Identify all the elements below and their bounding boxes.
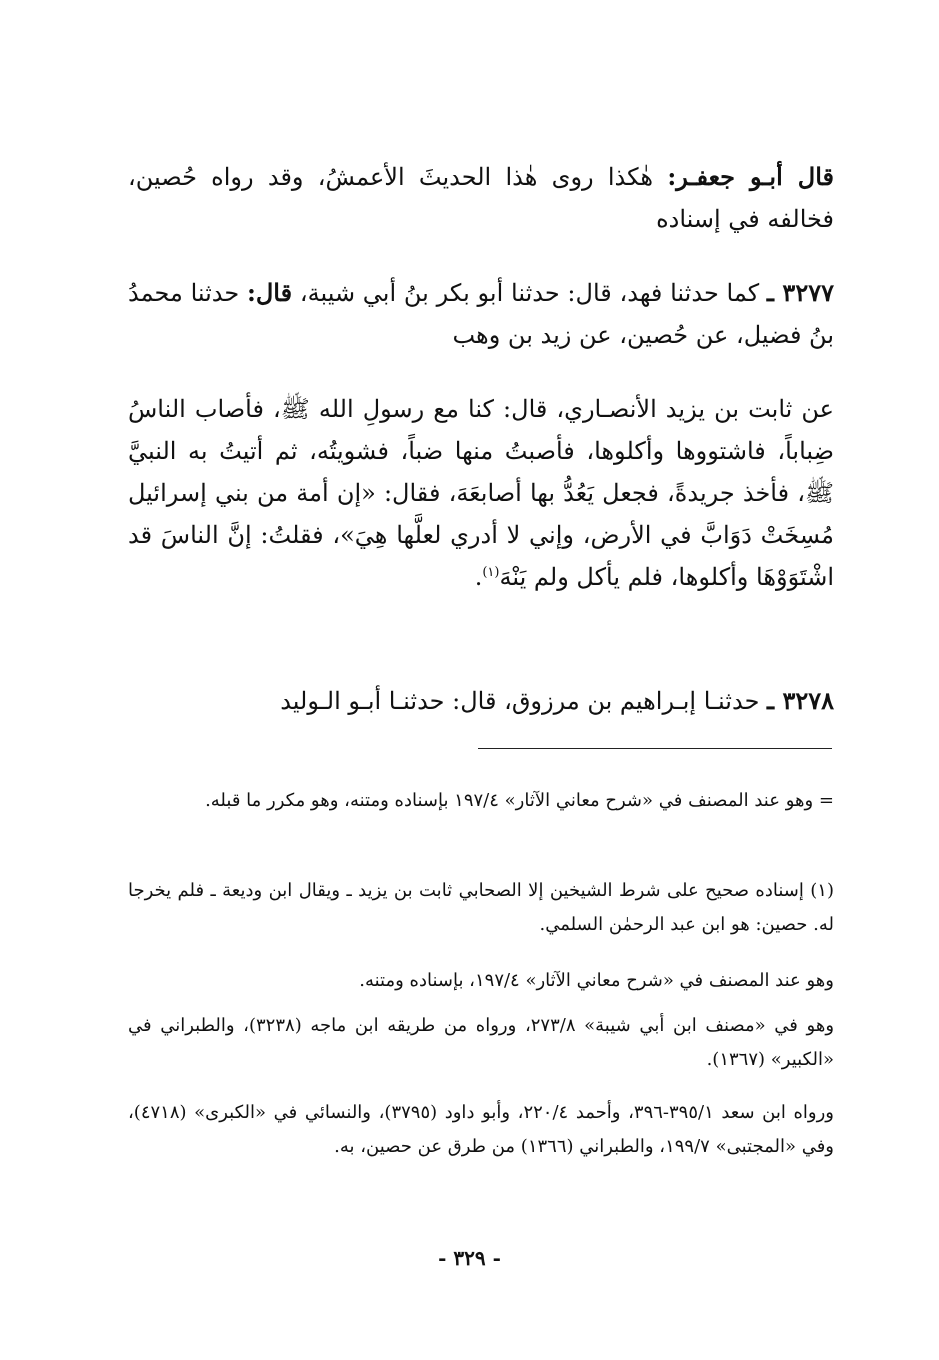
intro-label: قال أبـو جعفـر: — [667, 162, 834, 191]
isnad-text: كما حدثنا فهد، قال: حدثنا أبو بكر بنُ أبي شيبة، — [299, 279, 760, 307]
matn-end: . — [474, 563, 483, 591]
footnote-marker: (١) — [482, 565, 500, 580]
isnad-text: حدثنـا إبـراهيم بن مرزوق، قال: حدثنـا أبـو الـوليد — [280, 687, 760, 715]
hadith-number: ٣٢٧٨ ـ — [767, 686, 834, 715]
footnote-continuation: = وهو عند المصنف في «شرح معاني الآثار» ١٩٧/٤ بإسناده ومتنه، وهو مكرر ما قبله. — [205, 790, 834, 811]
matn-text: عن ثابت بن يزيد الأنصـاري، قال: كنا مع رسولِ الله ﷺ، فأصاب الناسُ ضِباباً، فاشتووها وأكلوها، فأصبتُ منها ضباً، فشويتُه، ثم أتيتُ به النبيَّ ﷺ، فأخذ جريدةً، فجعل يَعُدُّ بها أصابعَهَ، فقال: «إن أمة من بني إسرائيل مُسِخَتْ دَوَابَّ في الأرض، وإني لا أدري لعلَّها هِيَ»، فقلتُ: إنَّ الناسَ قد اشْتَوَوْهَا وأكلوها، فلم يأكل ولم يَنْهَ — [128, 395, 834, 591]
footnote-separator — [478, 748, 832, 749]
isnad-label: قال: — [247, 278, 293, 307]
hadith-number: ٣٢٧٧ ـ — [766, 278, 834, 307]
page-number: - ٣٢٩ - — [438, 1246, 501, 1270]
intro-text: هٰكذا روى هٰذا الحديثَ الأعمشُ، وقد رواه حُصين، فخالفه في إسناده — [128, 163, 834, 233]
isnad-text: حدثنا محمدُ بنُ فضيل، عن حُصين، عن زيد بن وهب — [128, 279, 834, 349]
footnote-1: (١) إسناده صحيح على شرط الشيخين إلا الصحابي ثابت بن يزيد ـ ويقال ابن وديعة ـ فلم يخرجا له. حصين: هو ابن عبد الرحمٰن السلمي. — [128, 880, 834, 935]
footnote-1-mussannaf: وهو في «مصنف ابن أبي شيبة» ٢٧٣/٨، ورواه من طريقه ابن ماجه (٣٢٣٨)، والطبراني في «الكبير» (١٣٦٧). — [128, 1015, 835, 1070]
footnote-1-source: وهو عند المصنف في «شرح معاني الآثار» ١٩٧/٤، بإسناده ومتنه. — [359, 970, 834, 991]
intro-paragraph — [128, 156, 834, 240]
footnote-1-takhrij: ورواه ابن سعد ٣٩٥/١-٣٩٦، وأحمد ٢٢٠/٤، وأبو داود (٣٧٩٥)، والنسائي في «الكبرى» (٤٧١٨)، وفي «المجتبى» ١٩٩/٧، والطبراني (١٣٦٦) من طرق عن حصين، به. — [128, 1102, 834, 1157]
hadith-3277-matn — [128, 388, 834, 598]
hadith-3277-isnad — [128, 272, 834, 356]
hadith-3278-isnad — [128, 680, 834, 722]
